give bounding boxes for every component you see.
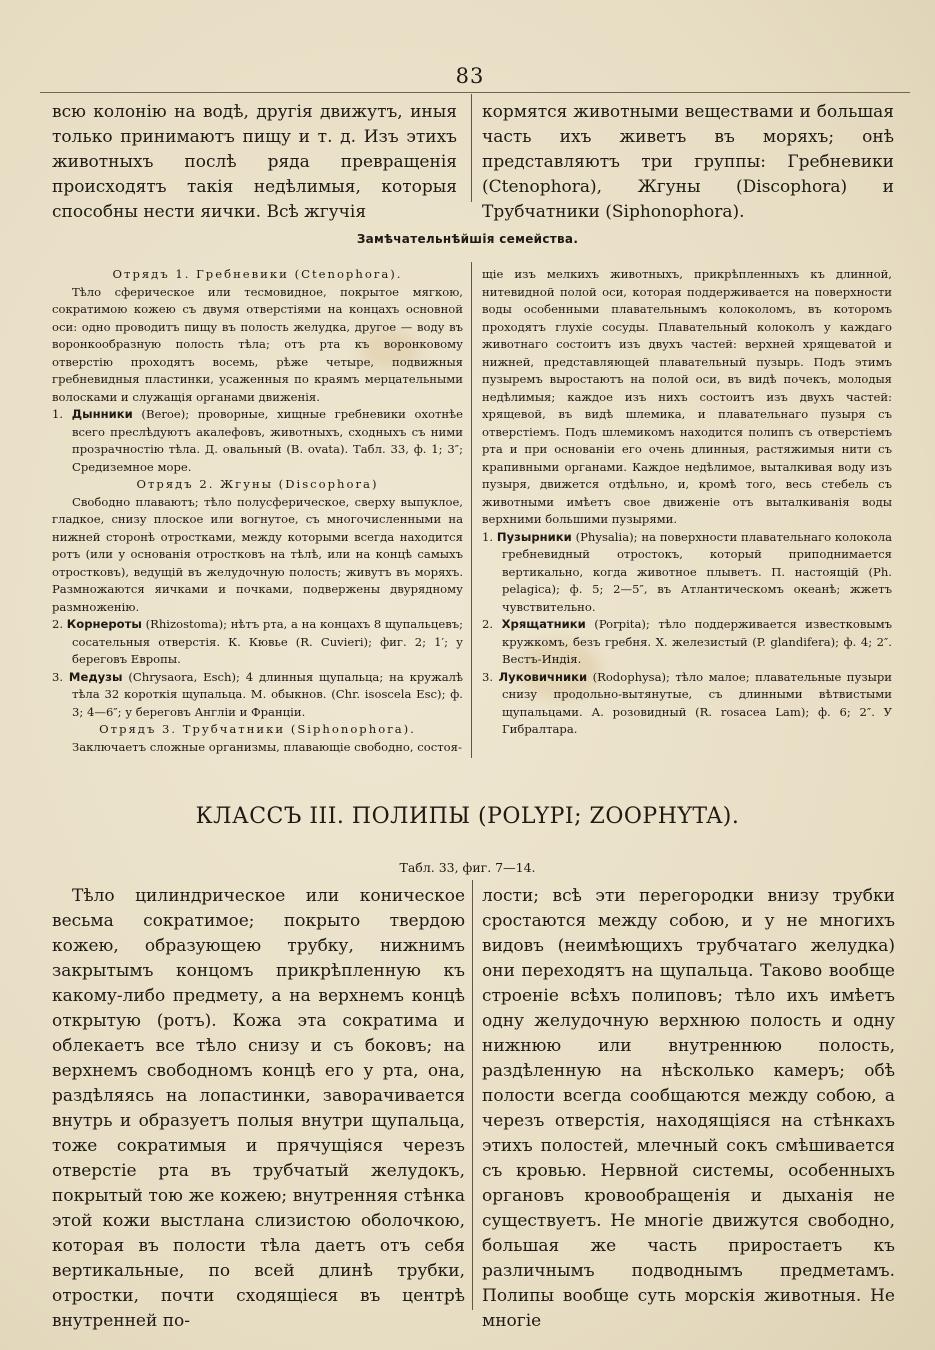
families-heading: Замѣчательнѣйшія семейства.	[356, 232, 579, 246]
family-name: Медузы	[68, 669, 123, 684]
family-item-porpita	[482, 616, 892, 669]
family-text: (Chrysaora, Esch); 4 длинныя щупальца; на кружалѣ тѣла 32 короткія щупальца. М. обыкнов. (Chr. isoscela Esc); ф. 3; 4—6″; у береговъ Англіи и Франціи.	[72, 669, 464, 719]
families-right-column	[482, 266, 892, 739]
family-item-rodophysa	[482, 669, 892, 739]
order1-text: Тѣло сферическое или тесмовидное, покрытое мягкою, сократимою кожею съ двумя отверстіями на концахъ основной оси: одно проводитъ пищу въ полость желудка, другое — воду въ воронкообразную полость тѣла; отъ рта къ воронковому отверстію проходятъ восемь, рѣже четыре, подвижныя гребневидныя пластинки, усаженныя по краямъ мерцательными волосками и служащія органами движенія.	[52, 284, 463, 404]
family-text: (Rodophysa); тѣло малое; плавательные пузыри снизу продольно-вытянутые, съ длинными вѣтвистыми щупальцами. А. розовидный (R. rosacea Lam); ф. 6; 2″. У Гибралтара.	[502, 669, 893, 736]
order3-title: Отрядъ 3. Трубчатники (Siphonophora).	[99, 722, 416, 736]
family-name: Дынники	[71, 407, 133, 421]
order2-text: Свободно плаваютъ; тѣло полусферическое, сверху выпуклое, гладкое, снизу плоское или вогнутое, съ многочисленными на нижней сторонѣ отростками, между которыми всегда находится ротъ (или у основанія отростковъ на тѣлѣ, или на концѣ самыхъ отростковъ), ведущій въ желудочную полость; живутъ въ моряхъ. Размножаются яичками и почками, подвержены двурядному размноженію.	[52, 494, 463, 614]
table-reference: Табл. 33, фиг. 7—14.	[399, 860, 536, 875]
order3-text: Заключаетъ сложные организмы, плавающіе свободно, состоя-	[72, 739, 462, 754]
item-number: 1.	[482, 529, 494, 544]
families-left-column	[52, 266, 463, 756]
class-title: КЛАССЪ III. ПОЛИПЫ (POLYPI; ZOOPHYTA).	[195, 804, 740, 829]
family-item-physalia	[482, 529, 892, 617]
top-right-column	[482, 100, 894, 225]
class-right-column	[482, 884, 895, 1334]
item-number: 3.	[482, 669, 494, 684]
family-text: (Porpita); тѣло поддерживается известковымъ кружкомъ, безъ гребня. Х. железистый (P. glandifera); ф. 4; 2″. Вестъ-Индія.	[502, 617, 893, 666]
family-item-chrysaora	[52, 669, 463, 722]
item-number: 1.	[52, 407, 64, 421]
family-name: Хрящатники	[501, 617, 586, 631]
class-left-text: Тѣло цилиндрическое или коническое весьма сократимое; покрыто твердою кожею, образующею трубку, нижнимъ закрытымъ концомъ прикрѣпленную къ какому-либо предмету, а на верхнемъ концѣ открытую (ротъ). Кожа эта сократима и облекаетъ все тѣло снизу и съ боковъ; на верхнемъ свободномъ концѣ его у рта, она, раздѣляясь на лопастинки, заворачивается внутрь и образуетъ полыя внутри щупальца, тоже сократимыя и прячущіяся черезъ отверстіе рта въ трубчатый желудокъ, покрытый тою же кожею; внутренняя стѣнка этой кожи выстлана слизистою оболочкою, которая въ полости тѣла даетъ отъ себя вертикальные, по всей длинѣ трубки, отростки, почти сходящіеся въ центрѣ внутренней по-	[52, 886, 465, 1331]
item-number: 3.	[52, 669, 64, 684]
item-number: 2.	[52, 617, 64, 631]
family-name: Пузырники	[496, 529, 572, 544]
order2-title: Отрядъ 2. Жгуны (Discophora)	[136, 477, 379, 491]
siphonophora-text: щіе изъ мелкихъ животныхъ, прикрѣпленныхъ къ длинной, нитевидной полой оси, которая поддерживается на поверхности воды особенными плавательнымъ колоколомъ, въ которомъ проходятъ глухіе сосуды. Плавательный колоколъ у каждаго животнаго состоитъ изъ двухъ частей: верхней хрящеватой и нижней, представляющей плавательный пузырь. Подъ этимъ пузыремъ выростаютъ на полой оси, въ видѣ почекъ, молодыя недѣлимыя; каждое изъ нихъ состоитъ изъ двухъ частей: хрящевой, въ видѣ шлемика, и плавательнаго пузыря съ отверстіемъ. Подъ шлемикомъ находится полипъ съ отверстіемъ рта и при основаніи его очень длинныя, растяжимыя нити съ крапивными органами. Каждое недѣлимое, выталкивая воду изъ пузыря, движется отдѣльно, и, кромѣ того, весь стебель съ животными имѣетъ свое движеніе отъ выталкиванія воды верхними большими пузырями.	[482, 267, 892, 526]
family-name: Корнероты	[66, 617, 142, 631]
class-right-text: лости; всѣ эти перегородки внизу трубки сростаются между собою, и у не многихъ видовъ (неимѣющихъ трубчатаго желудка) они переходятъ на щупальца. Таково вообще строеніе всѣхъ полиповъ; тѣло ихъ имѣетъ одну желудочную верхнюю полость и одну нижнюю или внутреннюю полость, раздѣленную на нѣсколько камеръ; обѣ полости всегда сообщаются между собою, а черезъ отверстія, находящіяся на стѣнкахъ этихъ полостей, млечный сокъ смѣшивается съ кровью. Нервной системы, особенныхъ органовъ кровообращенія и дыханія не существуетъ. Не многіе движутся свободно, большая же часть приростаетъ къ различнымъ подводнымъ предметамъ. Полипы вообще суть морскія животныя. Не многіе	[482, 886, 895, 1331]
top-right-text: кормятся животными веществами и большая часть ихъ живетъ въ моряхъ; онѣ представляютъ три группы: Гребневики (Ctenophora), Жгуны (Discophora) и Трубчатники (Siphonophora).	[482, 102, 894, 222]
family-text: (Physalia); на поверхности плавательнаго колокола гребневидный отростокъ, который приподнимается вертикально, когда животное плыветъ. П. настоящій (Ph. pelagica); ф. 5; 2—5″, въ Атлантическомъ океанѣ; жжетъ чувствительно.	[502, 529, 893, 614]
top-left-text: всю колонію на водѣ, другія движутъ, иныя только принимаютъ пищу и т. д. Изъ этихъ животныхъ послѣ ряда превращенія происходятъ такія недѣлимыя, которыя способны нести яички. Всѣ жгучія	[52, 102, 457, 222]
family-name: Луковичники	[498, 669, 588, 684]
column-divider	[471, 94, 472, 202]
family-item-beroe	[52, 406, 463, 476]
item-number: 2.	[482, 617, 494, 631]
class-left-column	[52, 884, 465, 1334]
header-rule	[40, 92, 910, 93]
top-left-column	[52, 100, 457, 225]
page-number: 83	[455, 64, 485, 88]
family-item-rhizostoma	[52, 616, 463, 669]
column-divider	[472, 880, 473, 1310]
family-text: (Beroe); проворные, хищные гребневики охотнѣе всего преслѣдуютъ акалефовъ, животныхъ, сходныхъ съ ними прозрачностію тѣла. Д. овальный (B. ovata). Табл. 33, ф. 1; 3″; Средиземное море.	[72, 407, 463, 474]
family-text: (Rhizostoma); нѣтъ рта, а на концахъ 8 щупальцевъ; сосательныя отверстія. К. Кювье (R. Cuvieri); фиг. 2; 1′; у береговъ Европы.	[72, 617, 464, 666]
order1-title: Отрядъ 1. Гребневики (Ctenophora).	[112, 267, 403, 281]
column-divider	[471, 262, 472, 758]
